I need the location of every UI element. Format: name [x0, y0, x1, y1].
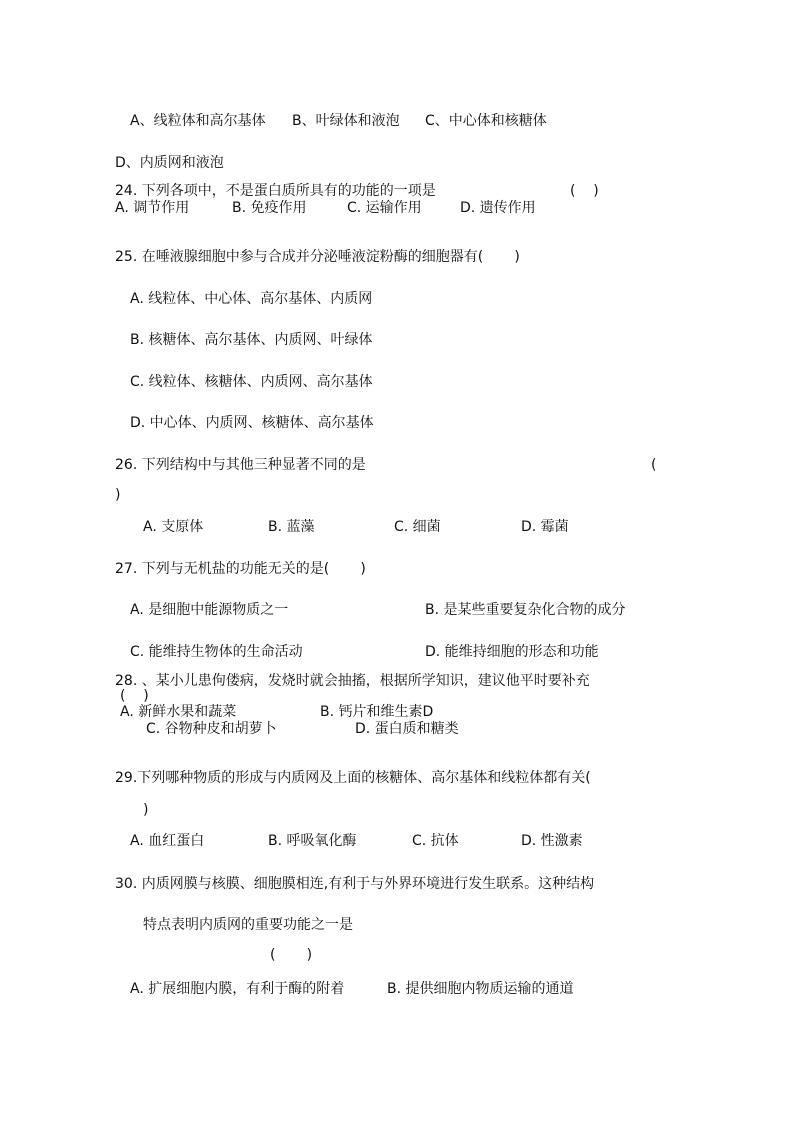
q28-option-b: B. 钙片和维生素D	[320, 704, 434, 720]
q28-option-d: D. 蛋白质和糖类	[355, 721, 459, 737]
q27-option-d: D. 能维持细胞的形态和功能	[425, 644, 599, 660]
q24-stem: 24. 下列各项中，不是蛋白质所具有的功能的一项是	[115, 183, 436, 199]
q24-option-b: B. 免疫作用	[232, 200, 307, 216]
q23-option-d: D、内质网和液泡	[115, 155, 224, 171]
q24-option-c: C. 运输作用	[347, 200, 422, 216]
q30-answer-paren: ( )	[270, 947, 313, 963]
q26-paren-open: (	[651, 457, 657, 473]
q29-option-a: A. 血红蛋白	[130, 833, 205, 849]
q26-option-c: C. 细菌	[394, 519, 441, 535]
q26-option-a: A. 支原体	[143, 519, 204, 535]
q23-option-a: A、线粒体和高尔基体	[130, 113, 266, 129]
q25-option-c: C. 线粒体、核糖体、内质网、高尔基体	[130, 374, 373, 390]
q25-option-a: A. 线粒体、中心体、高尔基体、内质网	[130, 291, 373, 307]
q27-stem: 27. 下列与无机盐的功能无关的是( )	[115, 561, 366, 577]
q29-option-d: D. 性激素	[521, 833, 583, 849]
q25-stem: 25. 在唾液腺细胞中参与合成并分泌唾液淀粉酶的细胞器有( )	[115, 249, 520, 265]
q28-option-a: A. 新鲜水果和蔬菜	[120, 704, 237, 720]
q24-answer-paren: ( )	[570, 183, 599, 199]
q28-option-c: C. 谷物种皮和胡萝卜	[146, 721, 277, 737]
q27-option-a: A. 是细胞中能源物质之一	[130, 602, 289, 618]
q25-option-b: B. 核糖体、高尔基体、内质网、叶绿体	[130, 332, 373, 348]
q23-option-b: B、叶绿体和液泡	[292, 113, 400, 129]
q24-option-d: D. 遗传作用	[460, 200, 536, 216]
q30-stem-line-2: 特点表明内质网的重要功能之一是	[143, 917, 353, 933]
q30-option-b: B. 提供细胞内物质运输的通道	[387, 981, 574, 997]
q29-option-c: C. 抗体	[412, 833, 459, 849]
q25-option-d: D. 中心体、内质网、核糖体、高尔基体	[130, 415, 374, 431]
q26-paren-close: )	[115, 487, 121, 503]
q26-option-b: B. 蓝藻	[268, 519, 315, 535]
q26-option-d: D. 霉菌	[521, 519, 569, 535]
q23-option-c: C、中心体和核糖体	[425, 113, 547, 129]
q30-option-a: A. 扩展细胞内膜，有利于酶的附着	[130, 981, 345, 997]
q29-stem: 29.下列哪种物质的形成与内质网及上面的核糖体、高尔基体和线粒体都有关(	[115, 770, 591, 786]
q29-option-b: B. 呼吸氧化酶	[268, 833, 357, 849]
q30-stem-line-1: 30. 内质网膜与核膜、细胞膜相连,有利于与外界环境进行发生联系。这种结构	[115, 876, 595, 892]
q27-option-b: B. 是某些重要复杂化合物的成分	[425, 602, 626, 618]
q24-option-a: A. 调节作用	[115, 200, 190, 216]
q29-paren-close: )	[143, 802, 149, 818]
q27-option-c: C. 能维持生物体的生命活动	[130, 644, 303, 660]
q28-stem: 28. 、某小儿患佝偻病，发烧时就会抽搐，根据所学知识，建议他平时要补充	[115, 673, 590, 689]
q28-answer-paren: ( )	[120, 688, 149, 704]
q26-stem: 26. 下列结构中与其他三种显著不同的是	[115, 457, 366, 473]
